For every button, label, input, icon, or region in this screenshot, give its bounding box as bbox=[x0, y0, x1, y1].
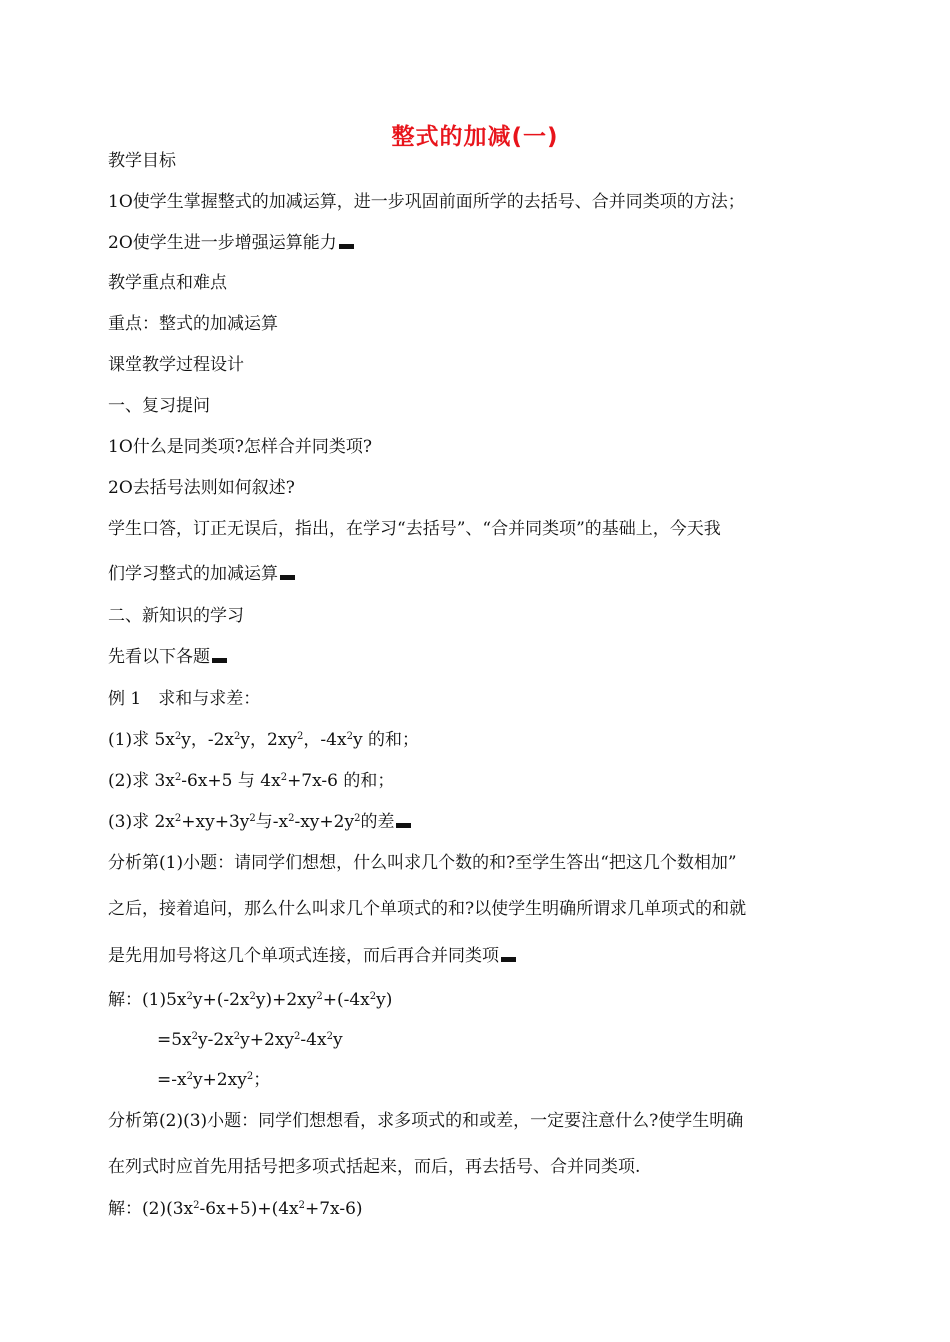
math-line: $=5x^2y-2x^2y+2xy^2-4x^2y$ bbox=[157, 1030, 343, 1050]
text-line: 例 1 求和与求差： bbox=[108, 689, 261, 709]
text-line: 在列式时应首先用括号把多项式括起来，而后，再去括号、合并同类项. bbox=[108, 1157, 641, 1177]
text-line: 二、新知识的学习 bbox=[108, 606, 244, 626]
text-line: 教学目标 bbox=[108, 151, 176, 171]
text-line: 们学习整式的加减运算 bbox=[108, 563, 295, 585]
math-line: 解：$(2)(3x^2-6x+5)+(4x^2+7x-6)$ bbox=[108, 1199, 363, 1219]
text-line: 先看以下各题 bbox=[108, 646, 227, 668]
text-line: 重点：整式的加减运算 bbox=[108, 314, 278, 334]
end-mark bbox=[501, 957, 516, 962]
math-line: (2)求 $3x^2-6x+5$ 与 $4x^2+7x-6$ 的和； bbox=[108, 771, 395, 791]
text-line: 之后，接着追问，那么什么叫求几个单项式的和?以使学生明确所谓求几单项式的和就 bbox=[108, 899, 747, 919]
text-line: 课堂教学过程设计 bbox=[108, 355, 244, 375]
math-line: 解：$(1)5x^2y+(-2x^2y)+2xy^2+(-4x^2y)$ bbox=[108, 990, 393, 1010]
text-line: 分析第(2)(3)小题：同学们想想看，求多项式的和或差，一定要注意什么?使学生明确 bbox=[108, 1111, 744, 1131]
math-line: $=-x^2y+2xy^2$； bbox=[157, 1070, 271, 1090]
page-title: 整式的加减(一) bbox=[391, 124, 559, 150]
math-line: (1)求 $5x^2y$，$-2x^2y$，$2xy^2$，$-4x^2y$ 的和； bbox=[108, 730, 419, 750]
text-line: 2O去括号法则如何叙述? bbox=[108, 478, 295, 498]
math-line: (3)求 $2x^2+xy+3y^2$与$-x^2-xy+2y^2$的差 bbox=[108, 811, 411, 833]
text-line: 2O使学生进一步增强运算能力 bbox=[108, 232, 354, 254]
text-line: 1O使学生掌握整式的加减运算，进一步巩固前面所学的去括号、合并同类项的方法； bbox=[108, 192, 745, 212]
text-line: 一、复习提问 bbox=[108, 396, 210, 416]
end-mark bbox=[280, 575, 295, 580]
end-mark bbox=[396, 823, 411, 828]
text-line: 是先用加号将这几个单项式连接，而后再合并同类项 bbox=[108, 945, 516, 967]
text-line: 1O什么是同类项?怎样合并同类项? bbox=[108, 437, 372, 457]
end-mark bbox=[212, 658, 227, 663]
text-line: 分析第(1)小题：请同学们想想，什么叫求几个数的和?至学生答出“把这几个数相加” bbox=[108, 853, 737, 873]
end-mark bbox=[339, 244, 354, 249]
text-line: 教学重点和难点 bbox=[108, 273, 227, 293]
text-line: 学生口答，订正无误后，指出，在学习“去括号”、“合并同类项”的基础上，今天我 bbox=[108, 519, 721, 539]
